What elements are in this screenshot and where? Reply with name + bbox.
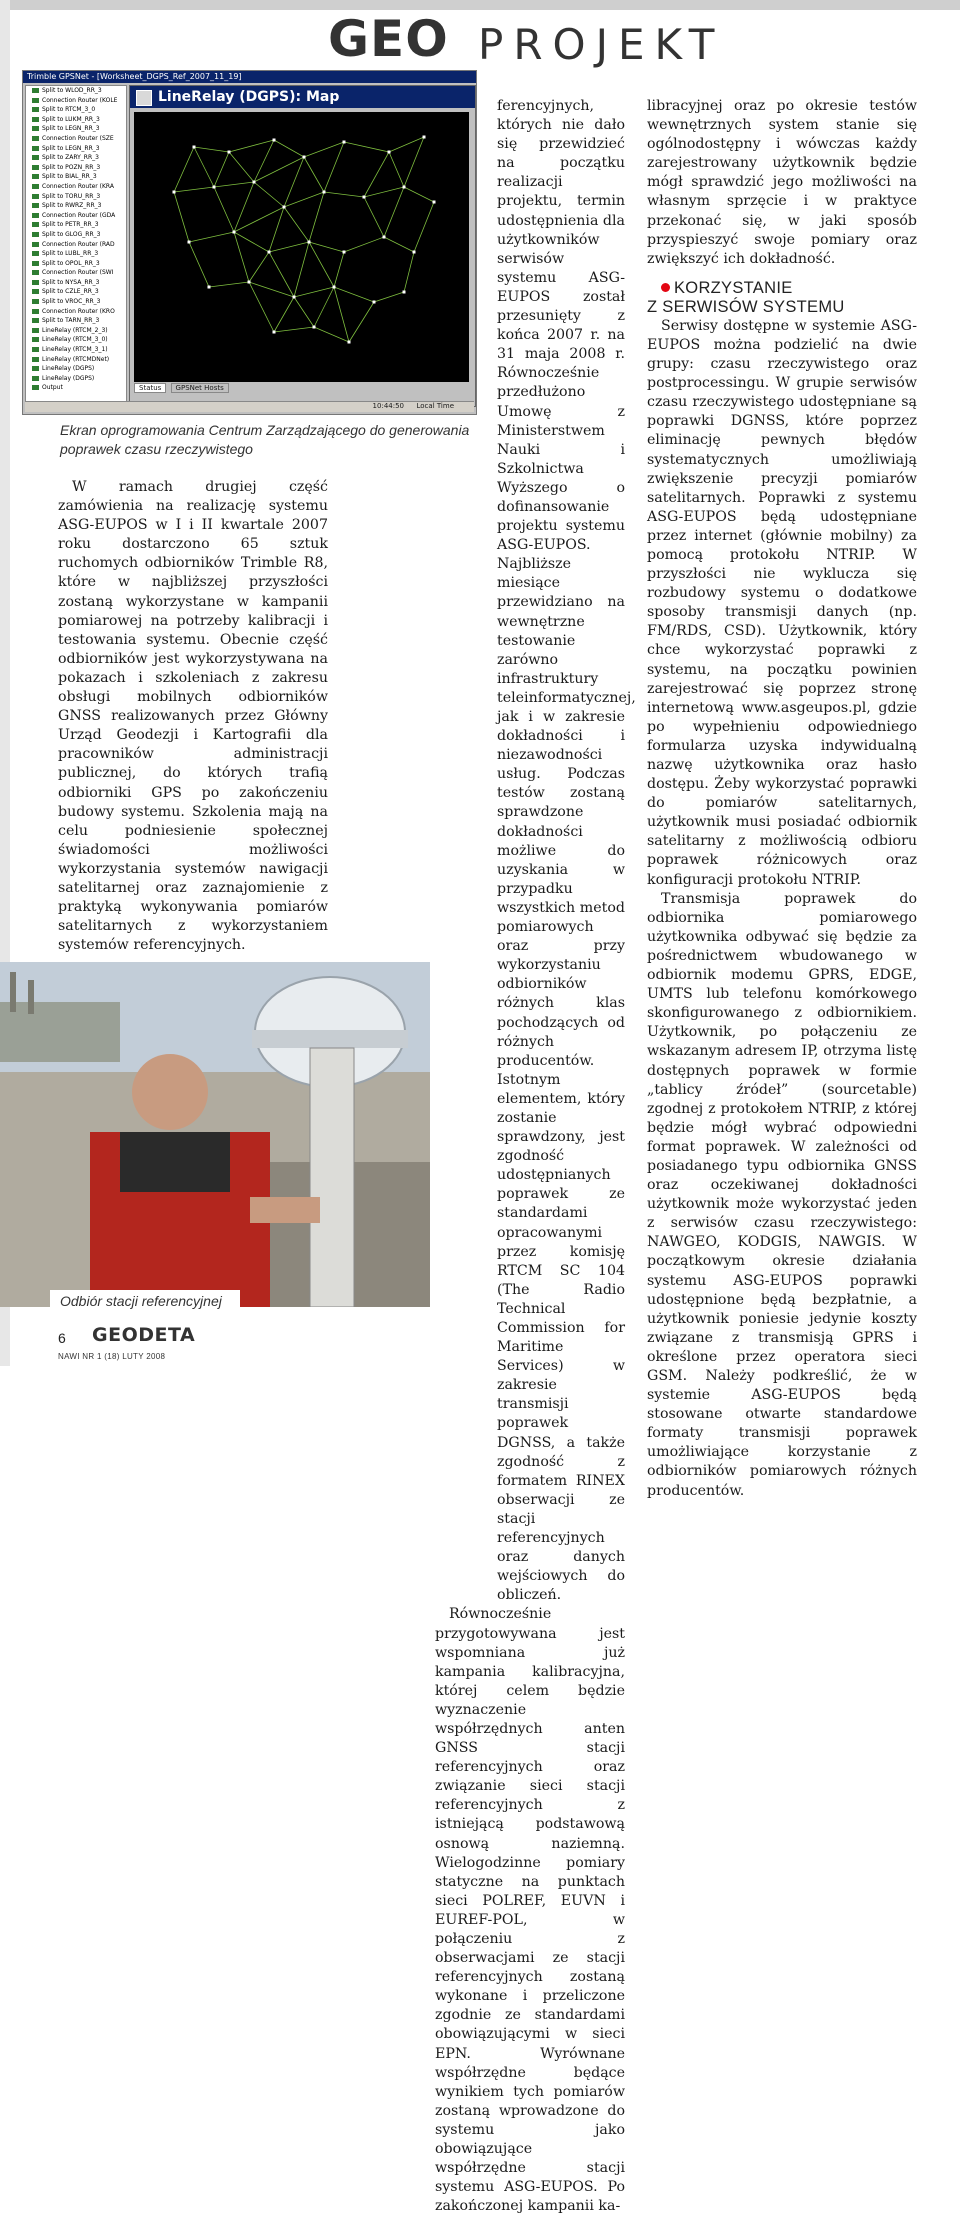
tab-status: Status [134,383,166,393]
tree-item: Split to NYSA_RR_3 [26,278,126,288]
column-1 [58,478,328,1046]
map-link [214,152,229,187]
map-link [284,192,324,207]
map-link [324,142,344,192]
map-node [323,191,326,194]
tree-item: Split to LUKM_RR_3 [26,115,126,125]
screenshot-tree-panel [25,85,127,405]
section-heading-korzystanie-line2: Z SERWISÓW SYSTEMU [647,297,845,316]
tree-item: Connection Router (SWI [26,268,126,278]
tree-item: Split to LUBL_RR_3 [26,249,126,259]
tree-item: LineRelay (RTCM_3_0) [26,335,126,345]
tree-item: LineRelay (RTCM_2_3) [26,326,126,336]
map-link [174,192,189,242]
map-link [229,140,274,152]
col3-paragraph-1: libracyjnej oraz po okresie testów wewnętrznych system stanie się ogólnodostępny i wówczas każdy zarejestrowany użytkownik będzie mógł sprawdzić jego możliwości na własnym sprzęcie i w praktyce przekonać się, w jaki sposób przyspieszyć swoje pomiary oraz zwiększyć ich dokładność. [647,98,917,267]
map-node [308,241,311,244]
column-2 [345,97,636,2216]
map-link [214,187,234,232]
top-band [0,0,960,10]
status-time: 10:44:50 [372,402,404,410]
map-node [213,186,216,189]
map-link [304,142,344,157]
col3-paragraph-2: Serwisy dostępne w systemie ASG-EUPOS można podzielić na dwie grupy: czasu rzeczywistego oraz postprocessingu. W grupie serwisów czasu rzeczywistego udostępniane są poprawki DGNSS, które poprzez eliminację pewnych błędów systematycznych umożliwiają zwiększenie precyzji pomiarów satelitarnych. Poprawki z systemu ASG-EUPOS będą udostępniane przez internet (głównie mobilny) za pomocą protokołu NTRIP. W przyszłości nie wyklucza się rozbudowy systemu o dodatkowe sposoby transmisji danych (np. FM/RDS, CSD). Użytkownik, który chce wykorzystać poprawki z systemu, na początku powinien zarejestrować się poprzez stronę internetową www.asgeupos.pl, gdzie po wypełnieniu odpowiedniego formularza uzyska indywidualną nazwę użytkownika oraz hasło dostępu. Żeby wykorzystać poprawki do pomiarów satelitarnych, użytkownik musi posiadać odbiornik satelitarny z możliwością odbioru poprawek różnicowych oraz konfiguracji protokołu NTRIP. [647,317,917,888]
tab-gpsnet-hosts: GPSNet Hosts [171,383,229,393]
map-link [269,242,309,252]
masthead-geo-text: GEO [328,10,449,68]
map-node [273,331,276,334]
map-node [313,326,316,329]
tree-item: Output [26,383,126,393]
tree-item: LineRelay (DGPS) [26,364,126,374]
map-node [233,231,236,234]
map-link [284,207,309,242]
map-link [309,192,324,242]
map-link [174,147,194,192]
masthead-geo [328,10,449,68]
tree-item: LineRelay (DGPS) [26,374,126,384]
geodeta-logo: GEODETA [92,1324,196,1346]
tree-item: Connection Router (KRO [26,307,126,317]
map-node [293,296,296,299]
status-mode: Local Time [416,402,454,410]
photo-caption: Odbiór stacji referencyjnej [60,1293,222,1309]
tree-item: Split to GLOG_RR_3 [26,230,126,240]
map-window-title-text: LineRelay (DGPS): Map [158,89,340,105]
tree-item: Connection Router (KOLE [26,96,126,106]
map-link [189,242,209,287]
map-tabs [134,384,229,398]
bullet-icon [661,283,670,292]
masthead-projekt: PROJEKT [478,20,725,69]
tree-item: Split to LEGN_RR_3 [26,124,126,134]
masthead [328,10,960,68]
tree-item: Split to LEGN_RR_3 [26,144,126,154]
map-link [284,157,304,207]
map-node [188,241,191,244]
map-link [194,147,229,152]
map-link [174,187,214,192]
page-number: 6 [58,1330,66,1346]
tree-item: LineRelay (RTCM_3_1) [26,345,126,355]
map-link [274,297,294,332]
tree-item: LineRelay (RTCMDNet) [26,355,126,365]
map-link [314,287,334,327]
map-link [274,327,314,332]
section-heading-korzystanie [647,279,917,317]
tree-item: Split to ZARY_RR_3 [26,153,126,163]
tree-item: Split to TORU_RR_3 [26,192,126,202]
map-link [194,147,214,187]
map-link [304,157,324,192]
tree-item: Split to POZN_RR_3 [26,163,126,173]
tree-item: Split to RWRZ_RR_3 [26,201,126,211]
map-link [214,182,254,187]
col3-paragraph-3: Transmisja poprawek do odbiornika pomiarowego użytkownika odbywać się będzie za pośrednictwem wbudowanego w odbiornik modemu GPRS, EDGE, UMTS lub telefonu komórkowego skonfigurowanego z odbiornikiem. Użytkownik, po połączeniu ze wskazanym adresem IP, otrzyma listę dostępnych poprawek w formie „tablicy źródeł” (sourcetable) zgodnej z protokołem NTRIP, z której będzie mógł wybrać odpowiedni format poprawek. W zależności od posiadanego typu odbiornika GNSS oraz oczekiwanej dokładności użytkownik może wykorzystać jeden z serwisów czasu rzeczywistego: NAWGEO, KODGIS, NAWGIS. W początkowym okresie działania systemu ASG-EUPOS poprawki udostępnione będą bezpłatnie, a użytkownik poniesie jedynie koszty związane z transmisją GPRS i określone przez operatora sieci GSM. Należy podkreślić, że w systemie ASG-EUPOS będą stosowane otwarte standardowe formaty transmisji poprawek umożliwiające korzystanie z odbiorników pomiarowych różnych producentów. [647,890,917,1499]
tree-item: Connection Router (KRA [26,182,126,192]
tree-item: Split to RTCM_3_0 [26,105,126,115]
tree-item: Split to BIAL_RR_3 [26,172,126,182]
screenshot-window-title: Trimble GPSNet - [Worksheet_DGPS_Ref_2007_11_19] [23,71,476,83]
map-link [254,140,274,182]
tree-item: Connection Router (SZE [26,134,126,144]
issue-info: NAWI NR 1 (18) LUTY 2008 [58,1352,166,1361]
map-node [253,181,256,184]
map-link [189,232,234,242]
col2-paragraph-1-text: ferencyjnych, których nie dało się przewidzieć na początku realizacji projektu, termin udostępnienia dla użytkowników serwisów systemu ASG-EUPOS został przesunięty z końca 2007 r. na 31 maja 2008 r. Równocześnie przedłużono Umowę z Ministerstwem Nauki i Szkolnictwa Wyższego o dofinansowanie projektu systemu ASG-EUPOS. Najbliższe miesiące przewidziano na wewnętrzne testowanie zarówno infrastruktury teleinformatycznej, jak i w zakresie dokładności i niezawodności usług. Podczas testów zostaną sprawdzone dokładności możliwe do uzyskania w przypadku wszystkich metod pomiarowych oraz przy wykorzystaniu odbiorników różnych klas pochodzących od różnych producentów. Istotnym elementem, który zostanie sprawdzony, jest zgodność udostępnianych poprawek ze standardami opracowanymi przez komisję RTCM SC 104 (The Radio Technical Commission for Maritime Services) w zakresie transmisji poprawek DGNSS, a także zgodność z formatem RINEX obserwacji ze stacji referencyjnych oraz danych wejściowych do obliczeń. [497,98,636,1604]
map-link [294,297,314,327]
map-node [283,206,286,209]
map-node [228,151,231,154]
map-window-icon [136,90,152,106]
map-node [273,139,276,142]
col2-paragraph-2: Równocześnie przygotowywana jest wspomniana już kampania kalibracyjna, której celem będzie wyznaczenie współrzędnych anten GNSS stacji referencyjnych oraz związanie sieci stacji referencyjnych z istniejącą podstawową osnową naziemną. Wielogodzinne pomiary statyczne na punktach sieci POLREF, EUVN i EUREF-POL, w połączeniu z obserwacjami ze stacji referencyjnych zostaną wykonane i przeliczone zgodnie ze standardami obowiązującymi w sieci EPN. Wyrównane współrzędne będące wynikiem tych pomiarów zostaną wprowadzone do systemu jako obowiązujące współrzędne stacji systemu ASG-EUPOS. Po zakończonej kampanii ka- [435,1606,625,2215]
map-node [173,191,176,194]
map-link [334,252,344,287]
column-3 [647,97,917,1501]
tree-item: Connection Router (RAD [26,240,126,250]
map-node [208,286,211,289]
map-link [309,242,334,287]
map-link [229,152,254,182]
section-heading-korzystanie-line1: KORZYSTANIE [674,278,793,297]
map-link [254,182,284,207]
map-node [303,156,306,159]
tree-item: Split to OPOL_RR_3 [26,259,126,269]
map-node [268,251,271,254]
map-link [294,287,334,297]
tree-item: Connection Router (GDA [26,211,126,221]
map-node [248,281,251,284]
map-link [254,157,304,182]
map-link [314,327,349,342]
map-link [294,242,309,297]
tree-item: Split to VROC_RR_3 [26,297,126,307]
map-link [234,182,254,232]
map-link [274,140,304,157]
tree-item: Split to PETR_RR_3 [26,220,126,230]
map-node [333,286,336,289]
map-link [309,242,344,252]
map-node [193,146,196,149]
tree-item: Split to WLOD_RR_3 [26,86,126,96]
col1-paragraph-1: W ramach drugiej część zamówienia na realizację systemu ASG-EUPOS w I i II kwartale 2007 roku dostarczono 65 sztuk ruchomych odbiorników Trimble R8, które w najbliższej przyszłości zostaną wykorzystane w kampanii pomiarowej na potrzeby kalibracji i testowania systemu. Obecnie część odbiorników jest wykorzystywana na pokazach i szkoleniach z zakresu obsługi mobilnych odbiorników GNSS realizowanych przez Główny Urząd Geodezji i Kartografii dla pracowników administracji publicznej, do których trafią odbiorniki GPS po zakończeniu budowy systemu. Szkolenia mają na celu podniesienie społecznej świadomości możliwości wykorzystania systemów nawigacji satelitarnej oraz zaznajomienie z praktyką wykonywania pomiarów satelitarnych z wykorzystaniem systemów referencyjnych. [58,479,328,954]
map-link [209,282,249,287]
col2-paragraph-1-top [497,97,636,1605]
tree-item: Split to CZLE_RR_3 [26,287,126,297]
tree-item: Split to TARN_RR_3 [26,316,126,326]
screenshot-caption: Ekran oprogramowania Centrum Zarządzającego do generowania poprawek czasu rzeczywistego [60,422,470,457]
map-link [249,252,269,282]
